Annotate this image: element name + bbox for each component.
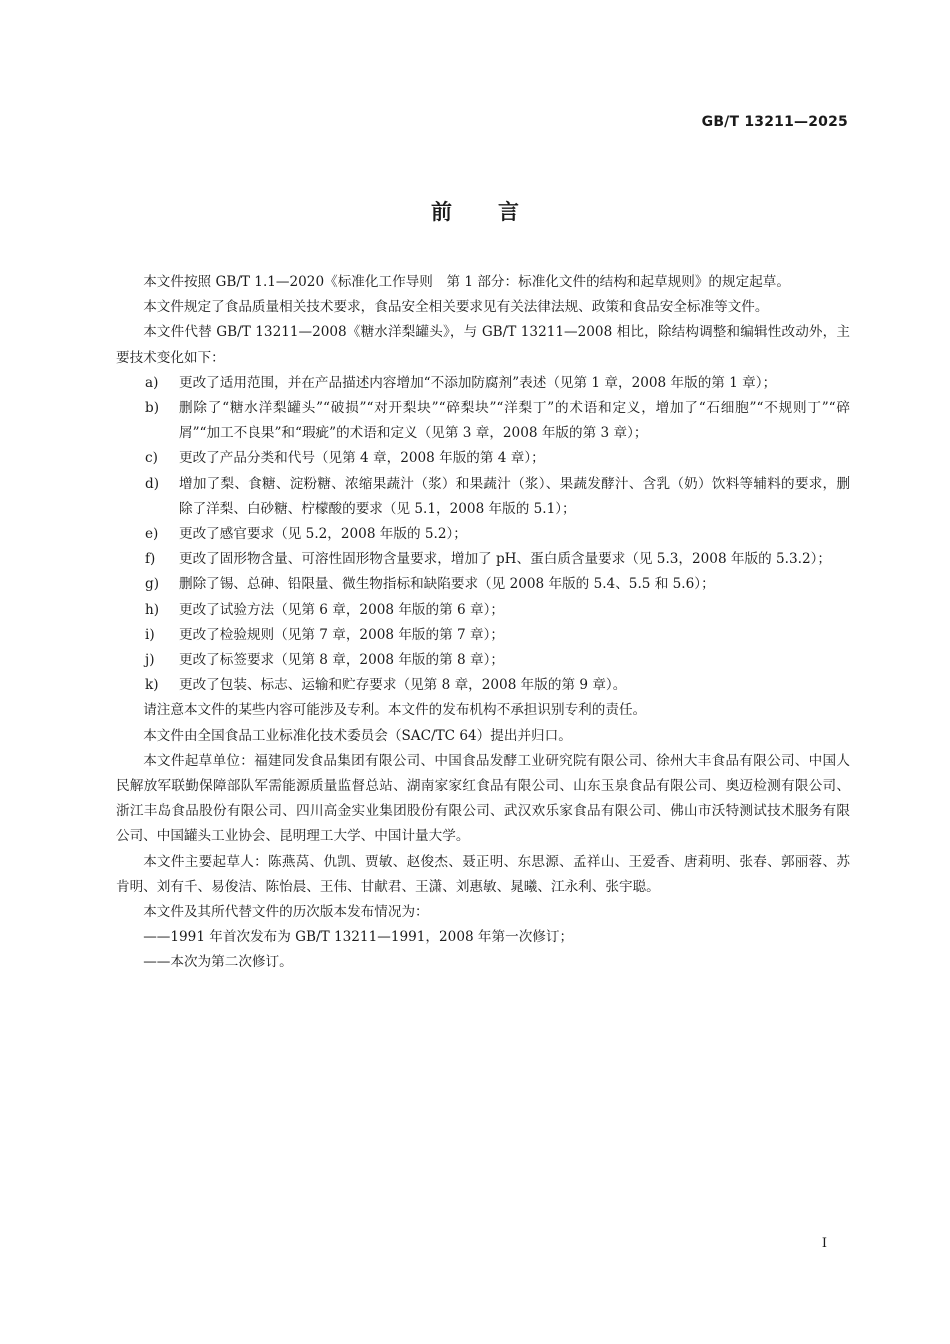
list-item-text: 更改了产品分类和代号（见第 4 章，2008 年版的第 4 章）； <box>179 450 545 467</box>
list-item <box>116 472 850 522</box>
paragraph: 本文件由全国食品工业标准化技术委员会（SAC/TC 64）提出并归口。 <box>143 727 572 744</box>
list-item <box>116 673 850 698</box>
list-item-text: 更改了适用范围，并在产品描述内容增加“不添加防腐剂”表述（见第 1 章，2008 年版的第 1 章）； <box>179 374 777 391</box>
paragraph: 本文件规定了食品质量相关技术要求，食品安全相关要求见有关法律法规、政策和食品安全标准等文件。 <box>143 299 769 316</box>
list-item-text: 更改了包装、标志、运输和贮存要求（见第 8 章，2008 年版的第 9 章）。 <box>179 677 627 694</box>
list-item-label: e) <box>145 526 159 543</box>
list-item-label: f) <box>145 551 156 568</box>
list-item <box>116 623 850 648</box>
paragraph: ——1991 年首次发布为 GB/T 13211—1991，2008 年第一次修订； <box>143 929 574 946</box>
list-item <box>116 547 850 572</box>
list-item <box>116 446 850 471</box>
paragraph: 本文件及其所代替文件的历次版本发布情况为： <box>143 904 429 921</box>
paragraph: 本文件起草单位：福建同发食品集团有限公司、中国食品发酵工业研究院有限公司、徐州大丰食品有限公司、中国人民解放军联勤保障部队军需能源质量监督总站、湖南家家红食品有限公司、山东玉泉食品有限公司、奥迈检测有限公司、浙江丰岛食品股份有限公司、四川高金实业集团股份有限公司、武汉欢乐家食品有限公司、佛山市沃特测试技术服务有限公司、中国罐头工业协会、昆明理工大学、中国计量大学。 <box>116 752 850 845</box>
list-item-label: h) <box>145 601 160 618</box>
list-item-label: j) <box>145 652 155 669</box>
document-body <box>116 270 850 976</box>
list-item-label: d) <box>145 475 160 492</box>
list-item-text: 更改了感官要求（见 5.2，2008 年版的 5.2）； <box>179 526 467 543</box>
list-item <box>116 598 850 623</box>
page-title: 前言 <box>431 200 565 224</box>
paragraph: 本文件主要起草人：陈燕莴、仇凯、贾敏、赵俊杰、聂正明、东思源、孟祥山、王爱香、唐莉明、张春、郭丽蓉、苏肯明、刘有千、易俊洁、陈怡晨、王伟、甘献君、王潇、刘惠敏、晁曦、江永利、张宇聪。 <box>116 853 850 895</box>
list-item <box>116 396 850 446</box>
list-item-text: 更改了固形物含量、可溶性固形物含量要求，增加了 pH、蛋白质含量要求（见 5.3，2008 年版的 5.3.2）； <box>179 551 831 568</box>
list-item-label: k) <box>145 677 159 694</box>
list-item-label: g) <box>145 576 160 593</box>
list-item-label: i) <box>145 626 155 643</box>
paragraph: ——本次为第二次修订。 <box>143 954 293 971</box>
list-item-text: 删除了“糖水洋梨罐头”“破损”“对开梨块”“碎梨块”“洋梨丁”的术语和定义，增加了“石细胞”“不规则丁”“碎屑”“加工不良果”和“瑕疵”的术语和定义（见第 3 章，2008 年版的第 3 章）； <box>179 400 850 442</box>
list-item-label: a) <box>145 374 159 391</box>
list-item-text: 删除了锡、总砷、铅限量、微生物指标和缺陷要求（见 2008 年版的 5.4、5.5 和 5.6）； <box>179 576 715 593</box>
list-item-label: c) <box>145 450 158 467</box>
page-number: I <box>821 1236 827 1251</box>
list-item <box>116 371 850 396</box>
list-item <box>116 648 850 673</box>
list-item <box>116 522 850 547</box>
paragraph: 本文件代替 GB/T 13211—2008《糖水洋梨罐头》，与 GB/T 13211—2008 相比，除结构调整和编辑性改动外，主要技术变化如下： <box>116 324 850 366</box>
paragraph: 请注意本文件的某些内容可能涉及专利。本文件的发布机构不承担识别专利的责任。 <box>143 702 647 719</box>
list-item-text: 更改了检验规则（见第 7 章，2008 年版的第 7 章）； <box>179 626 504 643</box>
list-item <box>116 572 850 597</box>
list-item-text: 更改了标签要求（见第 8 章，2008 年版的第 8 章）； <box>179 652 504 669</box>
changes-list <box>116 371 850 699</box>
standard-code: GB/T 13211—2025 <box>701 114 848 130</box>
list-item-label: b) <box>145 400 160 417</box>
list-item-text: 更改了试验方法（见第 6 章，2008 年版的第 6 章）； <box>179 601 504 618</box>
list-item-text: 增加了梨、食糖、淀粉糖、浓缩果蔬汁（浆）和果蔬汁（浆）、果蔬发酵汁、含乳（奶）饮料等辅料的要求，删除了洋梨、白砂糖、柠檬酸的要求（见 5.1，2008 年版的 5.1）； <box>179 475 850 517</box>
paragraph: 本文件按照 GB/T 1.1—2020《标准化工作导则 第 1 部分：标准化文件的结构和起草规则》的规定起草。 <box>143 274 790 290</box>
